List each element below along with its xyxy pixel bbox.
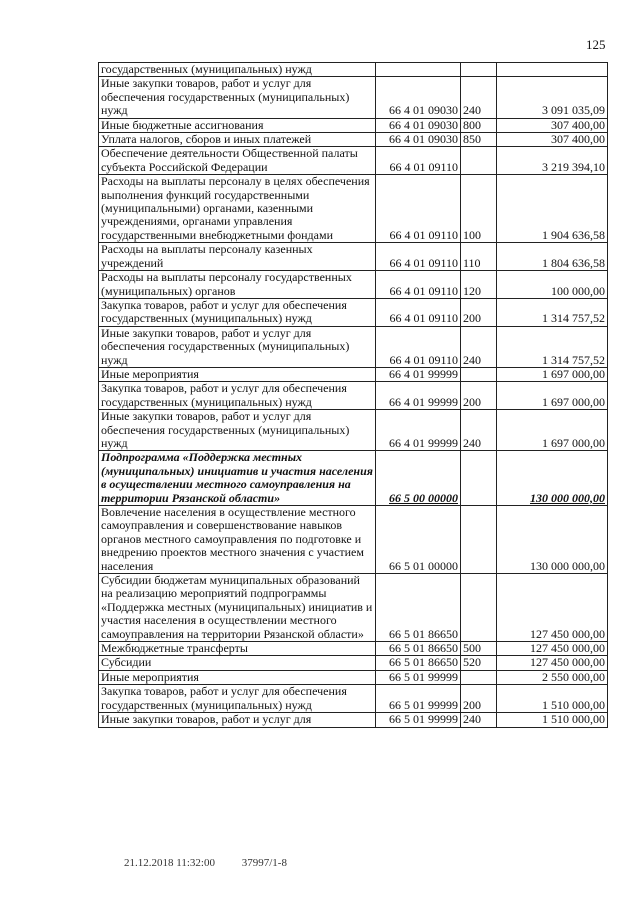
- table-row: [99, 656, 608, 670]
- cell-code: 66 5 00 00000: [376, 451, 461, 506]
- cell-type: 520: [461, 656, 497, 670]
- cell-code: 66 4 01 99999: [376, 382, 461, 410]
- table-row: [99, 410, 608, 451]
- table-row: [99, 298, 608, 326]
- cell-code: 66 5 01 86650: [376, 656, 461, 670]
- table-row: [99, 642, 608, 656]
- cell-type: 500: [461, 642, 497, 656]
- cell-code: 66 4 01 99999: [376, 367, 461, 381]
- cell-sum: 1 314 757,52: [497, 326, 608, 367]
- cell-sum: 1 510 000,00: [497, 713, 608, 727]
- table-row: [99, 175, 608, 243]
- cell-name: Расходы на выплаты персоналу государственных (муниципальных) органов: [99, 271, 376, 299]
- cell-type: [461, 63, 497, 77]
- budget-table: [98, 62, 608, 728]
- cell-name: Иные закупки товаров, работ и услуг для обеспечения государственных (муниципальных) нужд: [99, 410, 376, 451]
- footer: [124, 857, 311, 869]
- table-row: [99, 713, 608, 727]
- cell-name: Расходы на выплаты персоналу казенных учреждений: [99, 243, 376, 271]
- table-row: [99, 685, 608, 713]
- table-row: [99, 506, 608, 574]
- table-row: [99, 77, 608, 118]
- cell-name: Субсидии: [99, 656, 376, 670]
- cell-sum: 1 697 000,00: [497, 410, 608, 451]
- cell-type: 240: [461, 77, 497, 118]
- cell-sum: 1 804 636,58: [497, 243, 608, 271]
- cell-name: Закупка товаров, работ и услуг для обеспечения государственных (муниципальных) нужд: [99, 382, 376, 410]
- cell-type: [461, 506, 497, 574]
- table-row: [99, 367, 608, 381]
- cell-code: 66 4 01 09110: [376, 326, 461, 367]
- cell-name: Иные бюджетные ассигнования: [99, 118, 376, 132]
- cell-type: 110: [461, 243, 497, 271]
- cell-name: Закупка товаров, работ и услуг для обеспечения государственных (муниципальных) нужд: [99, 298, 376, 326]
- cell-sum: 127 450 000,00: [497, 574, 608, 642]
- cell-code: 66 4 01 09030: [376, 77, 461, 118]
- cell-sum: 307 400,00: [497, 133, 608, 147]
- cell-name: Расходы на выплаты персоналу в целях обеспечения выполнения функций государственными (муниципальными) органами, казенными учреждениями, органами управления государственными внебюджетными фондами: [99, 175, 376, 243]
- cell-code: 66 4 01 09110: [376, 243, 461, 271]
- cell-name: Субсидии бюджетам муниципальных образований на реализацию мероприятий подпрограммы «Поддержка местных (муниципальных) инициатив и участия населения в осуществлении местного самоуправления на территории Рязанской области»: [99, 574, 376, 642]
- footer-timestamp: 21.12.2018 11:32:00: [124, 857, 215, 869]
- cell-code: 66 4 01 09030: [376, 133, 461, 147]
- cell-sum: 130 000 000,00: [497, 506, 608, 574]
- page-number: 125: [586, 37, 606, 52]
- cell-sum: 127 450 000,00: [497, 656, 608, 670]
- table-row: [99, 574, 608, 642]
- cell-name: государственных (муниципальных) нужд: [99, 63, 376, 77]
- cell-name: Иные мероприятия: [99, 367, 376, 381]
- cell-code: [376, 63, 461, 77]
- cell-sum: 1 510 000,00: [497, 685, 608, 713]
- cell-sum: 1 904 636,58: [497, 175, 608, 243]
- cell-sum: 307 400,00: [497, 118, 608, 132]
- cell-type: 200: [461, 685, 497, 713]
- cell-code: 66 5 01 99999: [376, 685, 461, 713]
- cell-name: Иные мероприятия: [99, 670, 376, 684]
- cell-sum: 3 091 035,09: [497, 77, 608, 118]
- cell-type: 240: [461, 326, 497, 367]
- cell-code: 66 4 01 09030: [376, 118, 461, 132]
- cell-name: Межбюджетные трансферты: [99, 642, 376, 656]
- cell-code: 66 5 01 86650: [376, 642, 461, 656]
- cell-type: [461, 147, 497, 175]
- cell-sum: 1 697 000,00: [497, 382, 608, 410]
- cell-sum: 1 697 000,00: [497, 367, 608, 381]
- cell-name: Обеспечение деятельности Общественной палаты субъекта Российской Федерации: [99, 147, 376, 175]
- cell-type: 120: [461, 271, 497, 299]
- cell-type: 800: [461, 118, 497, 132]
- cell-sum: 1 314 757,52: [497, 298, 608, 326]
- cell-name: Вовлечение населения в осуществление местного самоуправления и совершенствование навыков органов местного самоуправления по подготовке и внедрению проектов местного значения с участием населения: [99, 506, 376, 574]
- cell-type: 100: [461, 175, 497, 243]
- cell-sum: 3 219 394,10: [497, 147, 608, 175]
- cell-sum: 100 000,00: [497, 271, 608, 299]
- cell-code: 66 4 01 09110: [376, 298, 461, 326]
- budget-table-body: [99, 63, 608, 728]
- cell-name: Закупка товаров, работ и услуг для обеспечения государственных (муниципальных) нужд: [99, 685, 376, 713]
- cell-code: 66 5 01 99999: [376, 670, 461, 684]
- cell-sum: 130 000 000,00: [497, 451, 608, 506]
- cell-type: 200: [461, 298, 497, 326]
- table-row: [99, 243, 608, 271]
- cell-type: 200: [461, 382, 497, 410]
- cell-name: Иные закупки товаров, работ и услуг для обеспечения государственных (муниципальных) нужд: [99, 77, 376, 118]
- cell-type: [461, 451, 497, 506]
- table-row: [99, 451, 608, 506]
- cell-code: 66 4 01 09110: [376, 147, 461, 175]
- cell-sum: [497, 63, 608, 77]
- table-row: [99, 63, 608, 77]
- cell-type: 240: [461, 713, 497, 727]
- cell-code: 66 5 01 86650: [376, 574, 461, 642]
- cell-sum: 2 550 000,00: [497, 670, 608, 684]
- cell-type: 240: [461, 410, 497, 451]
- cell-sum: 127 450 000,00: [497, 642, 608, 656]
- table-row: [99, 147, 608, 175]
- table-row: [99, 133, 608, 147]
- cell-type: [461, 574, 497, 642]
- cell-type: 850: [461, 133, 497, 147]
- table-row: [99, 271, 608, 299]
- footer-doc-id: 37997/1-8: [241, 857, 287, 869]
- table-row: [99, 670, 608, 684]
- cell-code: 66 4 01 99999: [376, 410, 461, 451]
- cell-type: [461, 367, 497, 381]
- table-row: [99, 118, 608, 132]
- cell-code: 66 4 01 09110: [376, 271, 461, 299]
- cell-code: 66 4 01 09110: [376, 175, 461, 243]
- cell-code: 66 5 01 00000: [376, 506, 461, 574]
- table-row: [99, 326, 608, 367]
- cell-type: [461, 670, 497, 684]
- table-row: [99, 382, 608, 410]
- cell-name: Иные закупки товаров, работ и услуг для обеспечения государственных (муниципальных) нужд: [99, 326, 376, 367]
- cell-name: Уплата налогов, сборов и иных платежей: [99, 133, 376, 147]
- cell-code: 66 5 01 99999: [376, 713, 461, 727]
- cell-name: Подпрограмма «Поддержка местных (муниципальных) инициатив и участия населения в осуществлении местного самоуправления на территории Рязанской области»: [99, 451, 376, 506]
- cell-name: Иные закупки товаров, работ и услуг для: [99, 713, 376, 727]
